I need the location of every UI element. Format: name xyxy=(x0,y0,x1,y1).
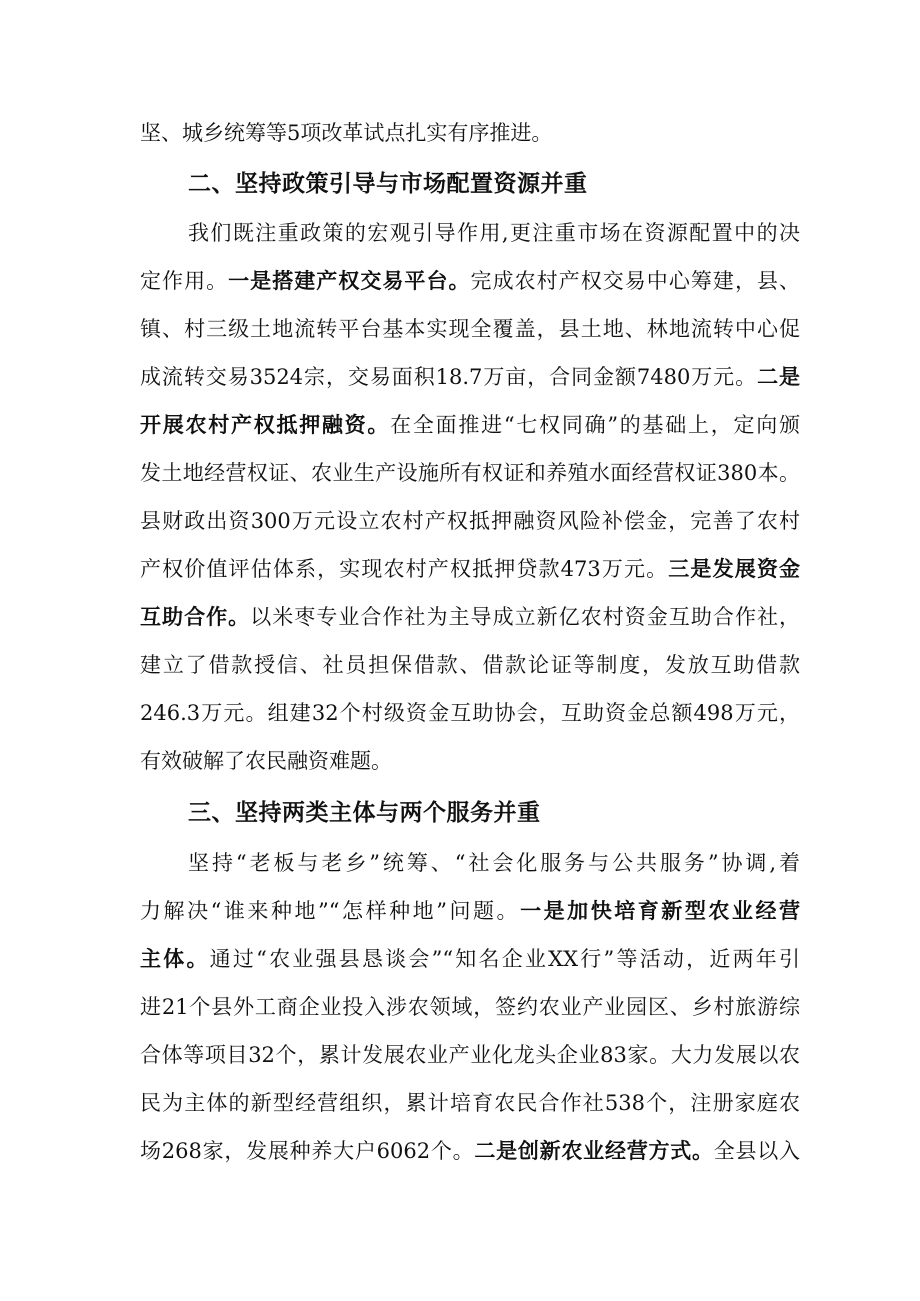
bold-key-point: 互助合作。 xyxy=(140,605,251,629)
bold-key-point: 主体。 xyxy=(140,947,210,971)
text-run: 合体等项目32个，累计发展农业产业化龙头企业83家。大力发展以农 xyxy=(140,1043,800,1067)
text-run: 在全面推进“七权同确”的基础上，定向颁 xyxy=(390,413,800,437)
paragraph-line xyxy=(140,453,800,493)
paragraph-line xyxy=(140,891,800,931)
text-run: 发土地经营权证、农业生产设施所有权证和养殖水面经营权证380本。 xyxy=(140,461,800,485)
text-run: 成流转交易3524宗，交易面积18.7万亩，合同金额7480万元。 xyxy=(140,365,758,389)
text-run: 通过“农业强县恳谈会”“知名企业XX行”等活动，近两年引 xyxy=(209,947,801,971)
text-run: 坚持“老板与老乡”统筹、“社会化服务与公共服务”协调,着 xyxy=(188,851,800,875)
bold-key-point: 三是发展资金 xyxy=(668,557,800,581)
text-run: 力解决“谁来种地”“怎样种地”问题。 xyxy=(140,899,521,923)
paragraph-line xyxy=(188,213,800,253)
paragraph-line xyxy=(188,843,800,883)
text-run: 我们既注重政策的宏观引导作用,更注重市场在资源配置中的决 xyxy=(188,221,800,245)
paragraph-line xyxy=(140,645,800,685)
paragraph-line xyxy=(140,597,800,637)
paragraph-line xyxy=(140,1083,800,1123)
paragraph-line xyxy=(140,549,800,589)
paragraph-line xyxy=(140,1131,800,1171)
paragraph-line xyxy=(140,501,800,541)
text-run: 县财政出资300万元设立农村产权抵押融资风险补偿金，完善了农村 xyxy=(140,509,800,533)
paragraph-line xyxy=(140,741,800,781)
paragraph-line xyxy=(140,261,800,301)
text-run: 完成农村产权交易中心筹建，县、 xyxy=(470,269,801,293)
bold-key-point: 一是搭建产权交易平台。 xyxy=(228,269,471,293)
text-run: 建立了借款授信、社员担保借款、借款论证等制度，发放互助借款 xyxy=(140,653,800,677)
bold-key-point: 二是创新农业经营方式。 xyxy=(474,1139,714,1163)
text-run: 场268家，发展种养大户6062个。 xyxy=(140,1139,475,1163)
bold-key-point: 一是加快培育新型农业经营 xyxy=(520,899,800,923)
text-run: 镇、村三级土地流转平台基本实现全覆盖，县土地、林地流转中心促 xyxy=(140,317,800,341)
section-heading: 三、坚持两类主体与两个服务并重 xyxy=(188,800,541,826)
paragraph-line xyxy=(140,405,800,445)
text-run: 全县以入 xyxy=(713,1139,801,1163)
text-run: 246.3万元。组建32个村级资金互助协会，互助资金总额498万元， xyxy=(140,701,800,725)
text-run: 有效破解了农民融资难题。 xyxy=(140,749,392,773)
text-run: 产权价值评估体系，实现农村产权抵押贷款473万元。 xyxy=(140,557,669,581)
text-run: 以米枣专业合作社为主导成立新亿农村资金互助合作社， xyxy=(250,605,801,629)
paragraph-line xyxy=(140,693,800,733)
text-run: 坚、城乡统筹等5项改革试点扎实有序推进。 xyxy=(140,121,553,145)
paragraph-line xyxy=(140,113,800,153)
bold-key-point: 开展农村产权抵押融资。 xyxy=(140,413,391,437)
text-run: 民为主体的新型经营组织，累计培育农民合作社538个，注册家庭农 xyxy=(140,1091,800,1115)
text-run: 进21个县外工商企业投入涉农领域，签约农业产业园区、乡村旅游综 xyxy=(140,995,800,1019)
paragraph-line xyxy=(140,987,800,1027)
section-heading: 二、坚持政策引导与市场配置资源并重 xyxy=(188,171,588,197)
paragraph-line xyxy=(140,1035,800,1075)
paragraph-line xyxy=(140,939,800,979)
paragraph-line xyxy=(140,309,800,349)
bold-key-point: 二是 xyxy=(757,365,800,389)
paragraph-line xyxy=(140,357,800,397)
text-run: 定作用。 xyxy=(140,269,229,293)
